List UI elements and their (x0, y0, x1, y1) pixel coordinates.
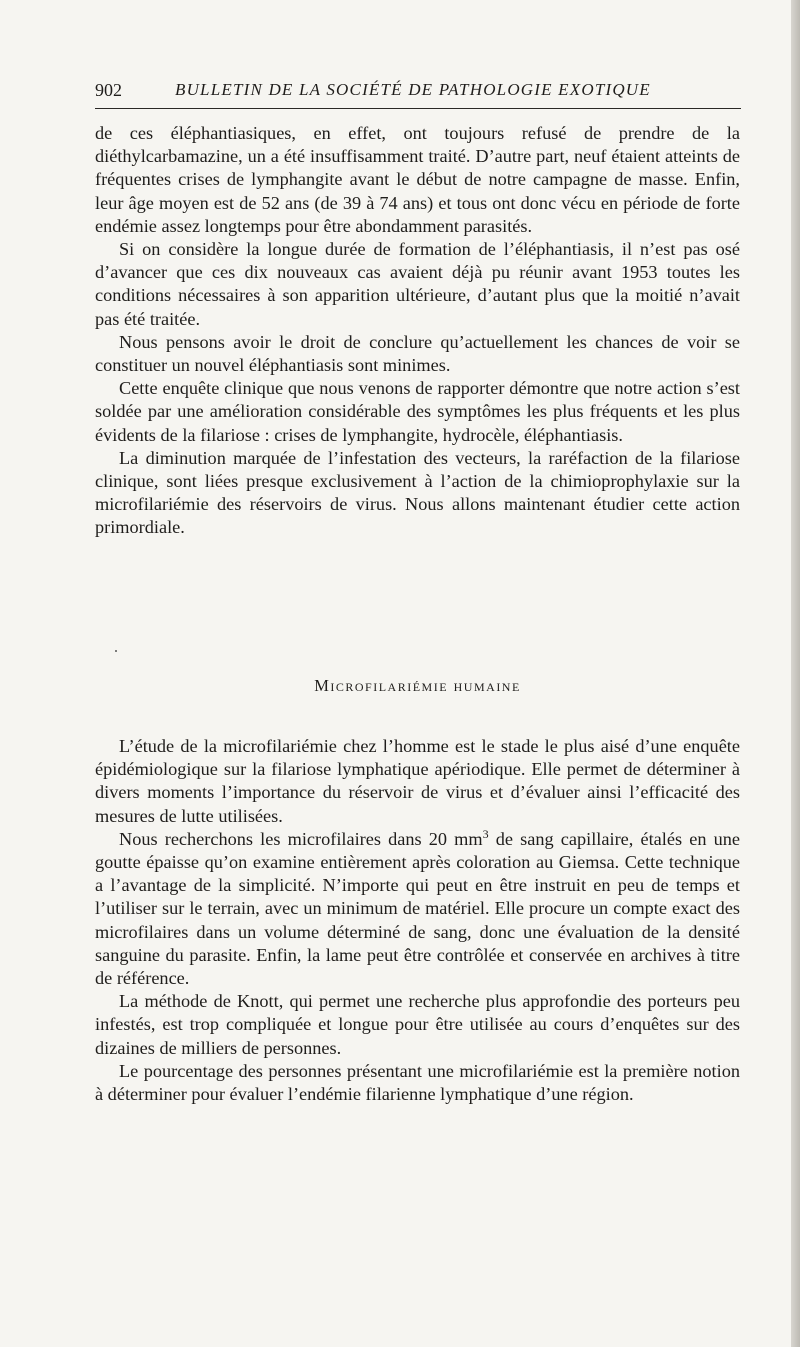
paragraph (95, 828, 740, 990)
section-heading: Microfilariémie humaine (314, 676, 521, 695)
paragraph-continued: de ces éléphantiasiques, en effet, ont toujours refusé de prendre de la diéthylcarbamazine, un a été insuffisamment traité. D’autre part, neuf étaient atteints de fréquentes crises de lymphangite avant le début de notre campagne de masse. Enfin, leur âge moyen est de 52 ans (de 39 à 74 ans) et tous ont donc vécu en période de forte endémie assez longtemps pour être abondamment parasités. (95, 123, 740, 236)
paragraph: Nous pensons avoir le droit de conclure qu’actuellement les chances de voir se constituer un nouvel éléphantiasis sont minimes. (95, 331, 740, 376)
page-header (95, 76, 740, 106)
paragraph: La diminution marquée de l’infestation des vecteurs, la raréfaction de la filariose clinique, sont liées presque exclusivement à l’action de la chimioprophylaxie sur la microfilariémie des réservoirs de virus. Nous allons maintenant étudier cette action primordiale. (95, 447, 740, 538)
paragraph: Le pourcentage des personnes présentant une microfilariémie est la première notion à déterminer pour évaluer l’endémie filarienne lymphatique d’une région. (95, 1060, 740, 1105)
page-number: 902 (95, 80, 122, 100)
body-text-top (95, 122, 740, 540)
running-title: BULLETIN DE LA SOCIÉTÉ DE PATHOLOGIE EXOTIQUE (175, 80, 651, 99)
print-speck (115, 650, 117, 652)
paragraph: Cette enquête clinique que nous venons de rapporter démontre que notre action s’est soldée par une amélioration considérable des symptômes les plus fréquents et les plus évidents de la filariose : crises de lymphangite, hydrocèle, éléphantiasis. (95, 378, 740, 445)
paragraph: La méthode de Knott, qui permet une recherche plus approfondie des porteurs peu infestés, est trop compliquée et longue pour être utilisée au cours d’enquêtes sur des dizaines de milliers de personnes. (95, 991, 740, 1058)
page-edge-shadow (791, 0, 800, 1347)
paragraph-text: de sang capillaire, étalés en une goutte épaisse qu’on examine entièrement après coloration au Giemsa. Cette technique a l’avantage de la simplicité. N’importe qui peut en être instruit en peu de temps et l’utiliser sur le terrain, avec un minimum de matériel. Elle procure un compte exact des microfilaires dans un volume déterminé de sang, donc une évaluation de la densité sanguine du parasite. Enfin, la lame peut être contrôlée et conservée en archives à titre de référence. (95, 828, 740, 989)
header-rule (95, 108, 741, 109)
paragraph-text: Nous recherchons les microfilaires dans 20 mm (119, 828, 483, 849)
paragraph: Si on considère la longue durée de formation de l’éléphantiasis, il n’est pas osé d’avancer que ces dix nouveaux cas avaient déjà pu réunir avant 1953 toutes les conditions nécessaires à son apparition ultérieure, d’autant plus que la moitié n’avait pas été traitée. (95, 239, 740, 329)
superscript: 3 (482, 826, 489, 841)
paragraph: L’étude de la microfilariémie chez l’homme est le stade le plus aisé d’une enquête épidémiologique sur la filariose lymphatique apériodique. Elle permet de déterminer à divers moments l’importance du réservoir de virus et d’évaluer ainsi l’efficacité des mesures de lutte utilisées. (95, 736, 740, 826)
body-text-bottom (95, 735, 740, 1106)
